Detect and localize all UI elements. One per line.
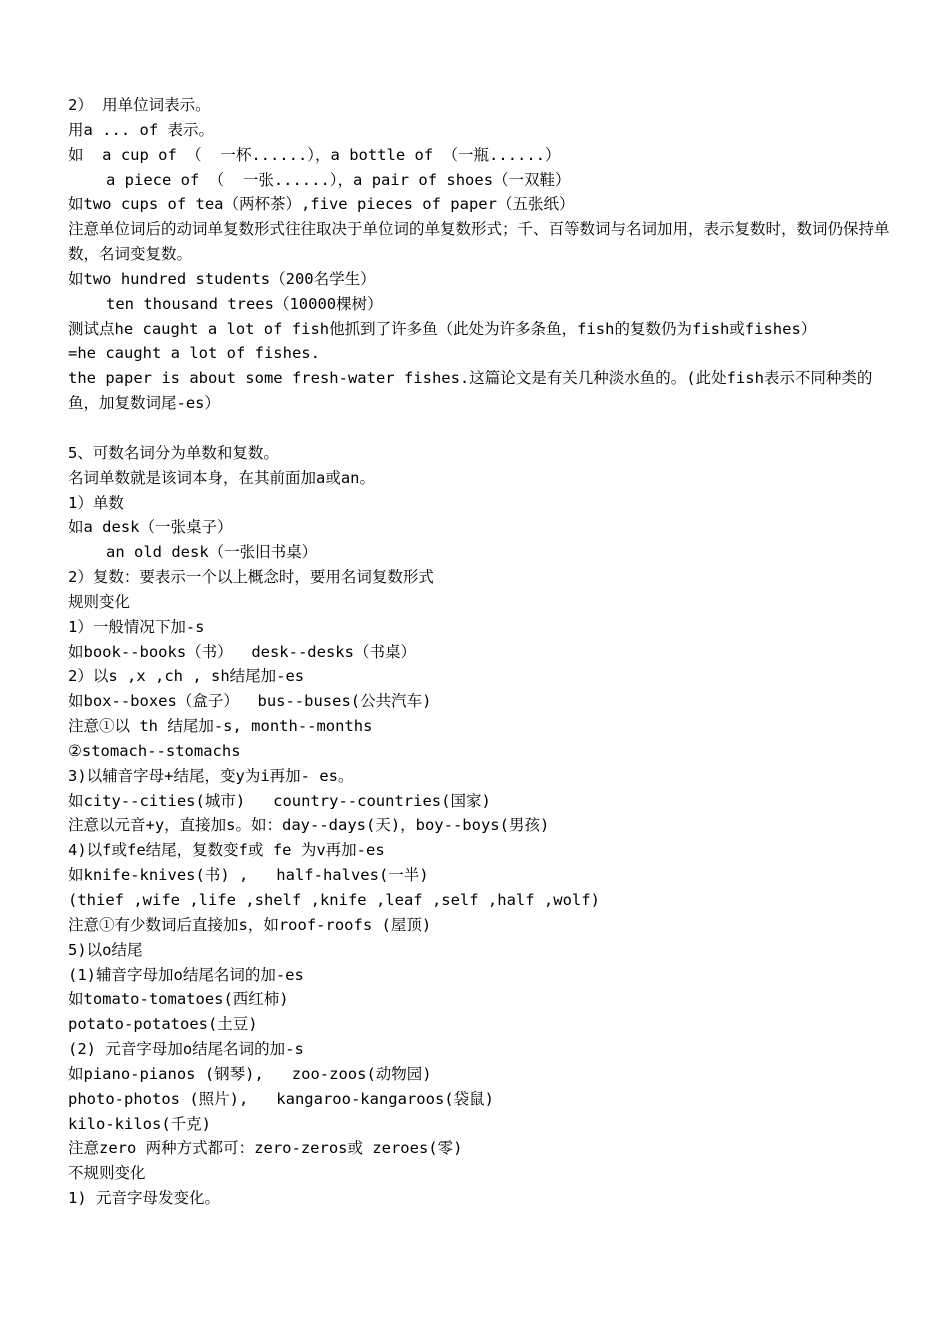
text-line: photo-photos (照片), kangaroo-kangaroos(袋鼠) xyxy=(68,1089,494,1108)
text-line: a piece of （ 一张......），a pair of shoes（一双鞋） xyxy=(106,170,571,189)
text-line: 注意单位词后的动词单复数形式往往取决于单位词的单复数形式；千、百等数词与名词加用，表示复数时，数词仍保持单数，名词变复数。 xyxy=(68,220,890,264)
text-line: 1) 元音字母发变化。 xyxy=(68,1189,220,1208)
text-line: 如book--books（书） desk--desks（书桌） xyxy=(68,642,416,661)
text-line: (2) 元音字母加o结尾名词的加-s xyxy=(68,1040,304,1059)
text-line: 4)以f或fe结尾，复数变f或 fe 为v再加-es xyxy=(68,841,385,860)
text-line: 如 a cup of （ 一杯......），a bottle of （一瓶......） xyxy=(68,145,561,164)
text-line: 5)以o结尾 xyxy=(68,940,143,959)
text-line: 规则变化 xyxy=(68,592,131,611)
text-line: 注意zero 两种方式都可：zero-zeros或 zeroes(零) xyxy=(68,1139,463,1158)
text-line: kilo-kilos(千克) xyxy=(68,1114,211,1133)
blank-line xyxy=(68,416,898,441)
text-line: 如a desk（一张桌子） xyxy=(68,518,233,537)
text-line: 2）复数：要表示一个以上概念时，要用名词复数形式 xyxy=(68,568,434,587)
text-line: 如box--boxes（盒子） bus--buses(公共汽车) xyxy=(68,692,432,711)
text-line: 测试点he caught a lot of fish他抓到了许多鱼（此处为许多条鱼，fish的复数仍为fish或fishes） xyxy=(68,319,817,338)
text-line: 如city--cities(城市) country--countries(国家) xyxy=(68,791,491,810)
text-line: an old desk（一张旧书桌） xyxy=(106,543,318,562)
text-line: ten thousand trees（10000棵树） xyxy=(106,294,383,313)
text-line: the paper is about some fresh-water fishes.这篇论文是有关几种淡水鱼的。(此处fish表示不同种类的鱼，加复数词尾-es） xyxy=(68,369,873,413)
text-line: 5、可数名词分为单数和复数。 xyxy=(68,443,279,462)
text-line: 1）单数 xyxy=(68,493,124,512)
text-line: 注意①有少数词后直接加s，如roof-roofs (屋顶) xyxy=(68,915,432,934)
text-line: 如knife-knives(书) , half-halves(一半) xyxy=(68,866,429,885)
text-line: 名词单数就是该词本身，在其前面加a或an。 xyxy=(68,468,375,487)
text-line: 注意①以 th 结尾加-s, month--months xyxy=(68,717,373,736)
text-line: 如two hundred students（200名学生） xyxy=(68,269,376,288)
text-line: potato-potatoes(土豆) xyxy=(68,1015,258,1034)
text-line: ②stomach--stomachs xyxy=(68,741,241,760)
document-page xyxy=(68,93,898,1211)
text-line: 如piano-pianos (钢琴), zoo-zoos(动物园) xyxy=(68,1064,432,1083)
text-line: 如tomato-tomatoes(西红柿) xyxy=(68,990,289,1009)
text-line: 2）以s ,x ,ch , sh结尾加-es xyxy=(68,667,305,686)
text-line: 用a ... of 表示。 xyxy=(68,120,214,139)
text-line: 不规则变化 xyxy=(68,1164,146,1183)
text-line: 如two cups of tea（两杯茶）,five pieces of paper（五张纸） xyxy=(68,195,575,214)
text-line: (thief ,wife ,life ,shelf ,knife ,leaf ,self ,half ,wolf) xyxy=(68,891,600,909)
text-line: 2） 用单位词表示。 xyxy=(68,96,211,114)
text-line: =he caught a lot of fishes. xyxy=(68,344,320,363)
text-line: 注意以元音+y，直接加s。如：day--days(天)，boy--boys(男孩) xyxy=(68,816,550,835)
text-line: 1）一般情况下加-s xyxy=(68,617,205,636)
text-line: (1)辅音字母加o结尾名词的加-es xyxy=(68,965,304,984)
text-line: 3)以辅音字母+结尾，变y为i再加- es。 xyxy=(68,766,354,785)
